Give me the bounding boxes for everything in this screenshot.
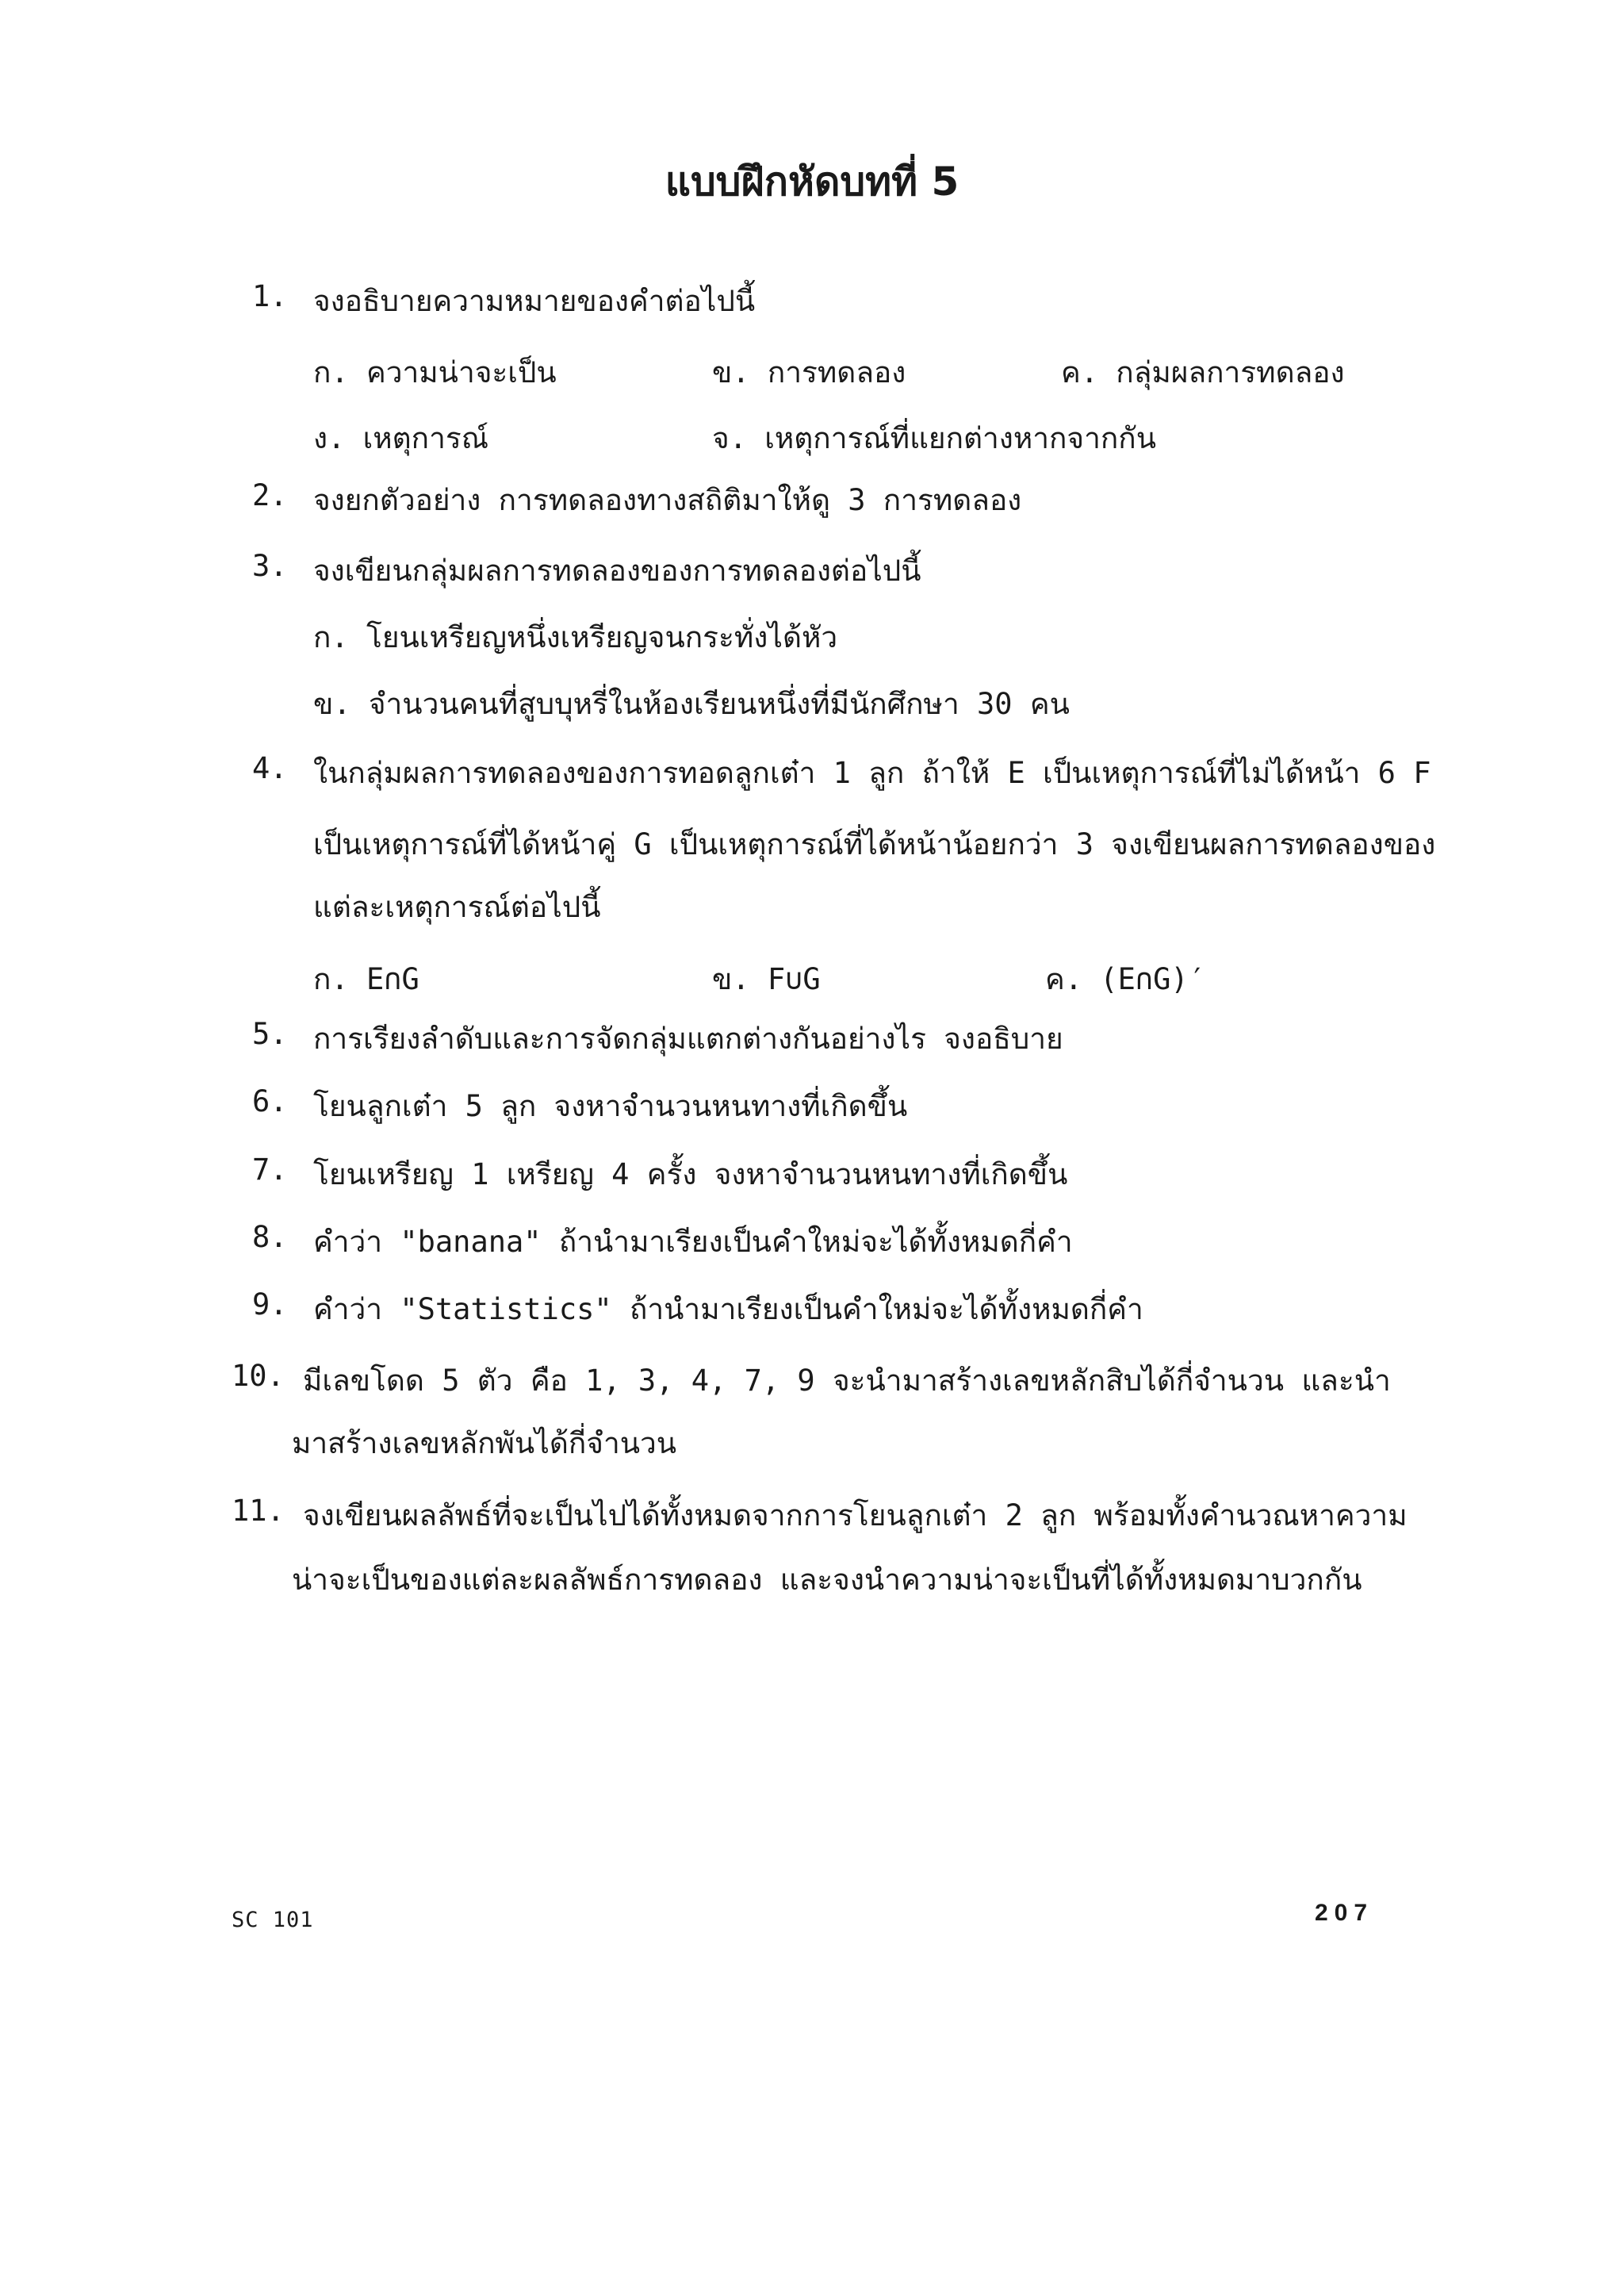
q10-number: 10. <box>232 1359 285 1393</box>
q1-option-e: จ. เหตุการณ์ที่แยกต่างหากจากกัน <box>712 421 1156 455</box>
q4-number: 4. <box>252 751 288 785</box>
q5-number: 5. <box>252 1017 288 1051</box>
q3-option-a: ก. โยนเหรียญหนึ่งเหรียญจนกระทั่งได้หัว <box>313 620 838 654</box>
q1-text: จงอธิบายความหมายของคำต่อไปนี้ <box>313 284 756 318</box>
q4-option-b: ข. F∪G <box>712 962 821 996</box>
q4-line-3: แต่ละเหตุการณ์ต่อไปนี้ <box>313 890 601 924</box>
q11-line-2: น่าจะเป็นของแต่ละผลลัพธ์การทดลอง และจงนำความน่าจะเป็นที่ได้ทั้งหมดมาบวกกัน <box>292 1563 1362 1597</box>
q9-text: คำว่า "Statistics" ถ้านำมาเรียงเป็นคำใหม่จะได้ทั้งหมดกี่คำ <box>313 1292 1143 1326</box>
q1-option-a: ก. ความน่าจะเป็น <box>313 355 557 389</box>
q1-number: 1. <box>252 279 288 313</box>
q3-number: 3. <box>252 549 288 583</box>
q11-number: 11. <box>232 1494 285 1528</box>
q7-number: 7. <box>252 1153 288 1187</box>
q11-line-1: จงเขียนผลลัพธ์ที่จะเป็นไปได้ทั้งหมดจากการโยนลูกเต๋า 2 ลูก พร้อมทั้งคำนวณหาความ <box>303 1498 1408 1532</box>
q4-line-2: เป็นเหตุการณ์ที่ได้หน้าคู่ G เป็นเหตุการณ์ที่ได้หน้าน้อยกว่า 3 จงเขียนผลการทดลองของ <box>313 827 1436 861</box>
q4-option-a: ก. E∩G <box>313 962 419 996</box>
q4-option-c: ค. (E∩G)′ <box>1045 962 1206 996</box>
q6-number: 6. <box>252 1084 288 1118</box>
page-title: แบบฝึกหัดบทที่ 5 <box>665 159 959 205</box>
q6-text: โยนลูกเต๋า 5 ลูก จงหาจำนวนหนทางที่เกิดขึ้น <box>313 1089 908 1123</box>
q7-text: โยนเหรียญ 1 เหรียญ 4 ครั้ง จงหาจำนวนหนทางที่เกิดขึ้น <box>313 1157 1068 1191</box>
q2-number: 2. <box>252 478 288 512</box>
q1-option-b: ข. การทดลอง <box>712 355 906 389</box>
q10-line-1: มีเลขโดด 5 ตัว คือ 1, 3, 4, 7, 9 จะนำมาสร้างเลขหลักสิบได้กี่จำนวน และนำ <box>303 1364 1391 1398</box>
footer-page-number: 207 <box>1315 1900 1374 1926</box>
q1-option-d: ง. เหตุการณ์ <box>313 421 489 455</box>
q8-text: คำว่า "banana" ถ้านำมาเรียงเป็นคำใหม่จะได้ทั้งหมดกี่คำ <box>313 1225 1073 1259</box>
footer-course-code: SC 101 <box>232 1908 314 1932</box>
q3-text: จงเขียนกลุ่มผลการทดลองของการทดลองต่อไปนี้ <box>313 554 921 588</box>
q4-line-1: ในกลุ่มผลการทดลองของการทอดลูกเต๋า 1 ลูก ถ้าให้ E เป็นเหตุการณ์ที่ไม่ได้หน้า 6 F <box>313 756 1431 790</box>
q3-option-b: ข. จำนวนคนที่สูบบุหรี่ในห้องเรียนหนึ่งที่มีนักศึกษา 30 คน <box>313 687 1070 721</box>
q5-text: การเรียงลำดับและการจัดกลุ่มแตกต่างกันอย่างไร จงอธิบาย <box>313 1022 1063 1056</box>
q1-option-c: ค. กลุ่มผลการทดลอง <box>1061 355 1345 389</box>
q8-number: 8. <box>252 1220 288 1254</box>
q10-line-2: มาสร้างเลขหลักพันได้กี่จำนวน <box>292 1426 677 1460</box>
q9-number: 9. <box>252 1287 288 1321</box>
q2-text: จงยกตัวอย่าง การทดลองทางสถิติมาให้ดู 3 การทดลอง <box>313 483 1022 517</box>
